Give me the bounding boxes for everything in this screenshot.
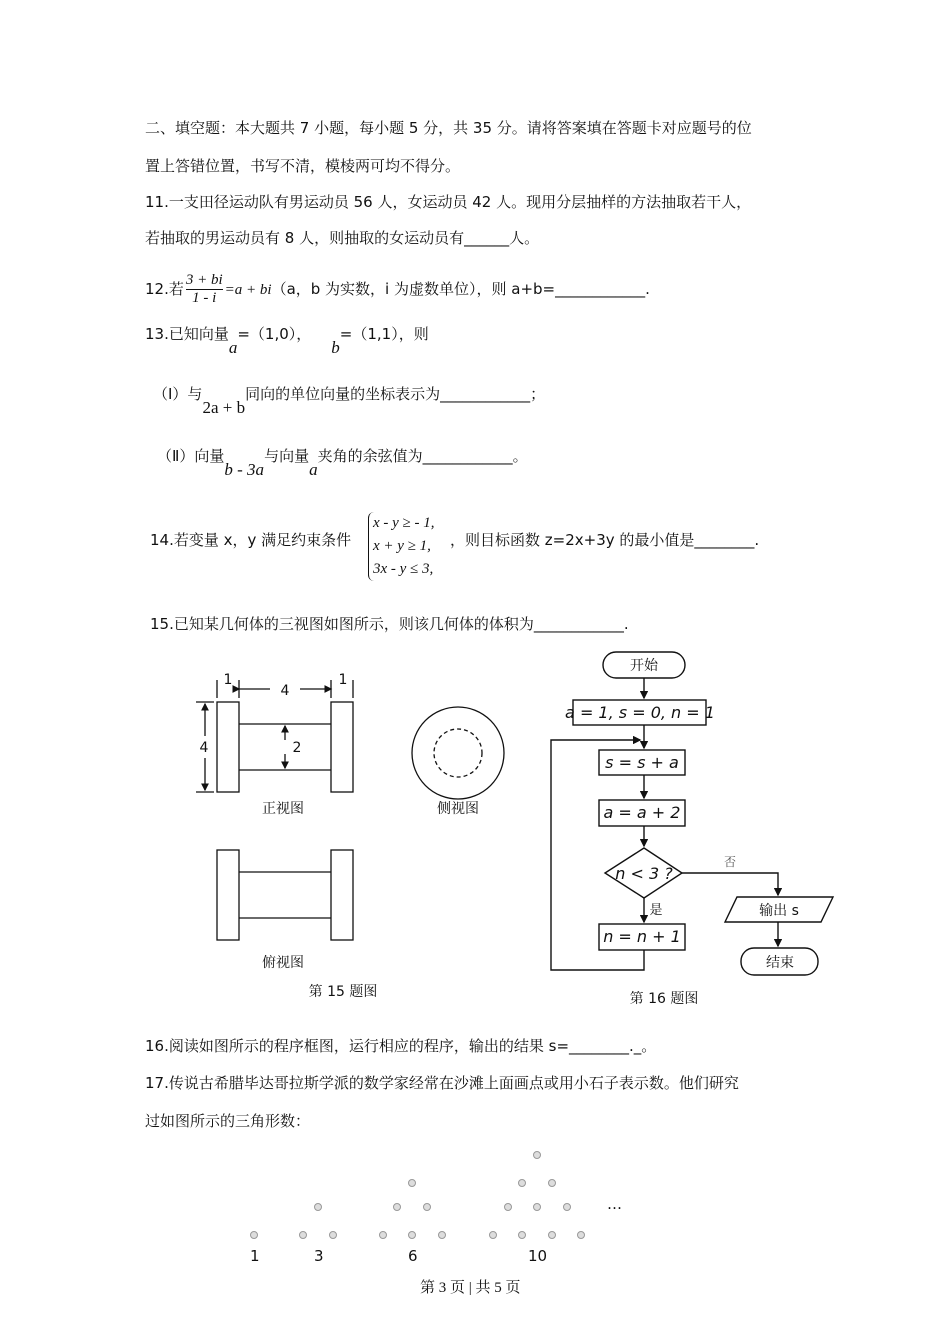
pebble-dot xyxy=(423,1203,431,1211)
side-view-label: 侧视图 xyxy=(437,801,479,817)
pebble-dot xyxy=(329,1231,337,1239)
tri-label-6: 6 xyxy=(408,1247,418,1265)
q15: 15.已知某几何体的三视图如图所示，则该几何体的体积为____________. xyxy=(150,615,629,633)
tri-label-3: 3 xyxy=(314,1247,324,1265)
pebble-dot xyxy=(504,1203,512,1211)
flow-start: 开始 xyxy=(630,658,658,674)
fig15-caption: 第 15 题图 xyxy=(308,984,378,1000)
flow-end: 结束 xyxy=(766,955,794,971)
pebble-dot xyxy=(408,1231,416,1239)
page-footer: 第 3 页 | 共 5 页 xyxy=(420,1280,521,1296)
top-left-flange xyxy=(217,850,239,940)
flow-yes: 是 xyxy=(649,903,663,918)
q14-constraints: x - y ≥ - 1, x + y ≥ 1, 3x - y ≤ 3, xyxy=(368,512,435,581)
section-header-line2: 置上答错位置，书写不清，模棱两可均不得分。 xyxy=(145,157,461,175)
pebble-dot xyxy=(533,1151,541,1159)
pebble-dot xyxy=(548,1179,556,1187)
tri-ellipsis: … xyxy=(607,1195,622,1213)
top-view-label: 俯视图 xyxy=(262,955,304,971)
q12-fraction: $\frac{3 + bi}{1 - i}$ xyxy=(185,272,223,306)
q13-part2: （Ⅱ）向量b - 3a与向量a夹角的余弦值为____________。 xyxy=(157,447,528,479)
dim-height: 4 xyxy=(199,740,209,756)
q14-suffix: ，则目标函数 z=2x+3y 的最小值是________. xyxy=(450,531,760,549)
dim-right: 1 xyxy=(338,672,348,688)
section-header-line1: 二、填空题：本大题共 7 小题，每小题 5 分，共 35 分。请将答案填在答题卡对应题号的位 xyxy=(145,119,752,137)
q17-line2: 过如图所示的三角形数： xyxy=(145,1112,311,1130)
front-left-flange xyxy=(217,702,239,792)
pebble-dot xyxy=(379,1231,387,1239)
pebble-dot xyxy=(533,1203,541,1211)
q12-equals: =a + bi xyxy=(224,282,272,298)
flow-step3: n = n + 1 xyxy=(603,927,681,946)
pebble-dot xyxy=(563,1203,571,1211)
q16: 16.阅读如图所示的程序框图，运行相应的程序，输出的结果 s=________._。 xyxy=(145,1037,657,1055)
pebble-dot xyxy=(408,1179,416,1187)
q13-intro: 13.已知向量a=（1,0），b=（1,1），则 xyxy=(145,325,429,357)
dim-left: 1 xyxy=(223,672,233,688)
front-view-label: 正视图 xyxy=(262,801,304,817)
pebble-dot xyxy=(250,1231,258,1239)
q12-suffix: （a，b 为实数，i 为虚数单位），则 a+b=____________. xyxy=(271,280,650,298)
pebble-dot xyxy=(314,1203,322,1211)
q11-line1: 11.一支田径运动队有男运动员 56 人，女运动员 42 人。现用分层抽样的方法抽取若干人， xyxy=(145,193,752,211)
q13-part1: （Ⅰ）与2a + b同向的单位向量的坐标表示为____________； xyxy=(153,385,546,417)
tri-label-10: 10 xyxy=(528,1247,548,1265)
q17-line1: 17.传说古希腊毕达哥拉斯学派的数学家经常在沙滩上面画点或用小石子表示数。他们研究 xyxy=(145,1074,739,1092)
q11-line2: 若抽取的男运动员有 8 人，则抽取的女运动员有______人。 xyxy=(145,229,540,247)
pebble-dot xyxy=(438,1231,446,1239)
top-right-flange xyxy=(331,850,353,940)
front-right-flange xyxy=(331,702,353,792)
flow-step2: a = a + 2 xyxy=(603,803,681,822)
flow-step1: s = s + a xyxy=(605,753,679,772)
flow-init: a = 1, s = 0, n = 1 xyxy=(565,703,715,722)
fig16-caption: 第 16 题图 xyxy=(629,991,699,1007)
pebble-dot xyxy=(548,1231,556,1239)
q12-prefix: 12.若 xyxy=(145,280,184,298)
flow-condition: n < 3 ? xyxy=(615,864,673,883)
flow-output: 输出 s xyxy=(759,903,799,919)
flowchart xyxy=(551,652,833,975)
flow-no: 否 xyxy=(723,855,737,869)
dim-mid: 4 xyxy=(280,683,290,699)
dim-inner: 2 xyxy=(292,740,302,756)
q14-prefix: 14.若变量 x，y 满足约束条件 xyxy=(150,531,352,549)
pebble-dot xyxy=(489,1231,497,1239)
tri-label-1: 1 xyxy=(250,1247,260,1265)
